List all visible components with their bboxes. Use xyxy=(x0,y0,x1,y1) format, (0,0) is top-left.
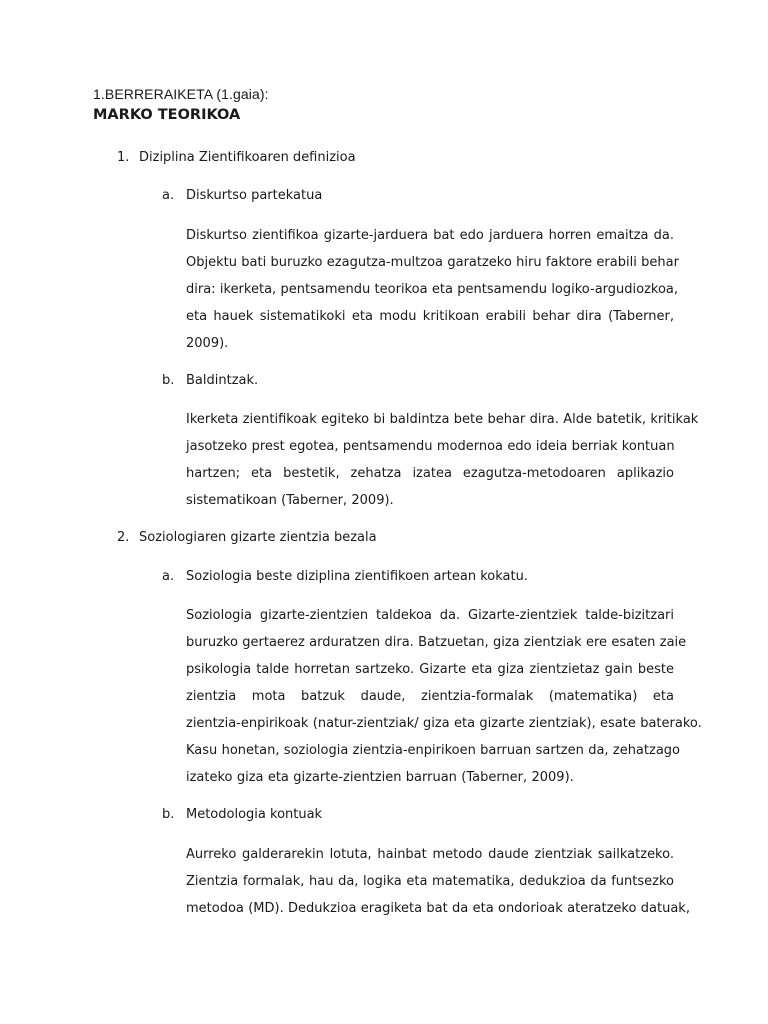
subsection-2a-heading: Soziologia beste diziplina zientifikoen artean kokatu. xyxy=(186,569,528,584)
section-line: 1.BERRERAIKETA (1.gaia): xyxy=(93,86,269,102)
subsection-1b-heading: Baldintzak. xyxy=(186,373,259,388)
section-2-marker: 2. xyxy=(117,530,130,545)
paragraph-line: Objektu bati buruzko ezagutza-multzoa garatzeko hiru faktore erabili behar xyxy=(186,255,679,270)
paragraph-line: zientzia mota batzuk daude, zientzia-formalak (matematika) eta xyxy=(186,689,674,704)
paragraph-line: Soziologia gizarte-zientzien taldekoa da. Gizarte-zientziek talde-bizitzari xyxy=(186,608,674,623)
paragraph-2a xyxy=(186,602,702,791)
page-title: MARKO TEORIKOA xyxy=(93,107,241,123)
paragraph-line: hartzen; eta bestetik, zehatza izatea ezagutza-metodoaren aplikazio xyxy=(186,466,674,481)
section-1-marker: 1. xyxy=(117,150,130,165)
paragraph-line: metodoa (MD). Dedukzioa eragiketa bat da eta ondorioak ateratzeko datuak, xyxy=(186,901,690,916)
section-1-heading: Diziplina Zientifikoaren definizioa xyxy=(139,150,356,165)
paragraph-line: Kasu honetan, soziologia zientzia-enpirikoen barruan sartzen da, zehatzago xyxy=(186,743,680,758)
paragraph-line: Aurreko galderarekin lotuta, hainbat metodo daude zientziak sailkatzeko. xyxy=(186,847,674,862)
paragraph-line: buruzko gertaerez arduratzen dira. Batzuetan, giza zientziak ere esaten zaie xyxy=(186,635,687,650)
section-2-heading: Soziologiaren gizarte zientzia bezala xyxy=(139,530,377,545)
subsection-1b-marker: b. xyxy=(162,373,175,388)
paragraph-line: eta hauek sistematikoki eta modu kritikoan erabili behar dira (Taberner, xyxy=(186,309,674,324)
paragraph-line: dira: ikerketa, pentsamendu teorikoa eta pentsamendu logiko-argudiozkoa, xyxy=(186,282,679,297)
paragraph-2b xyxy=(186,841,690,922)
subsection-2b-marker: b. xyxy=(162,807,175,822)
subsection-1a-marker: a. xyxy=(162,188,175,203)
paragraph-line: sistematikoan (Taberner, 2009). xyxy=(186,493,394,508)
paragraph-line: jasotzeko prest egotea, pentsamendu modernoa edo ideia berriak kontuan xyxy=(186,439,675,454)
subsection-2b-heading: Metodologia kontuak xyxy=(186,807,323,822)
subsection-2a-marker: a. xyxy=(162,569,175,584)
paragraph-line: Diskurtso zientifikoa gizarte-jarduera bat edo jarduera horren emaitza da. xyxy=(186,228,674,243)
paragraph-line: izateko giza eta gizarte-zientzien barruan (Taberner, 2009). xyxy=(186,770,574,785)
paragraph-line: Zientzia formalak, hau da, logika eta matematika, dedukzioa da funtsezko xyxy=(186,874,674,889)
paragraph-line: psikologia talde horretan sartzeko. Gizarte eta giza zientzietaz gain beste xyxy=(186,662,674,677)
subsection-1a-heading: Diskurtso partekatua xyxy=(186,188,323,203)
paragraph-1b xyxy=(186,406,699,514)
paragraph-line: Ikerketa zientifikoak egiteko bi baldintza bete behar dira. Alde batetik, kritikak xyxy=(186,412,699,427)
paragraph-line: 2009). xyxy=(186,336,229,351)
paragraph-1a xyxy=(186,222,679,357)
paragraph-line: zientzia-enpirikoak (natur-zientziak/ giza eta gizarte zientziak), esate baterako. xyxy=(186,716,702,731)
